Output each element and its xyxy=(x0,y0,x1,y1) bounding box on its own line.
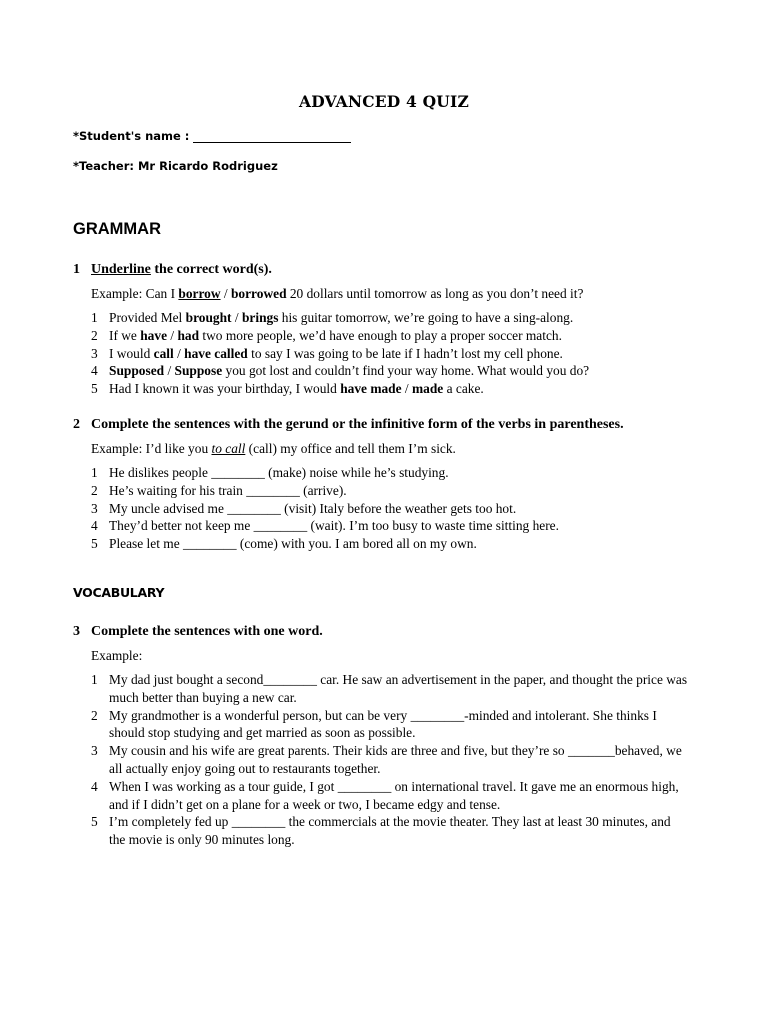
item-slash: / xyxy=(401,381,412,397)
example-option-b: borrowed xyxy=(230,286,287,301)
item-number: 4 xyxy=(91,363,98,379)
item-number: 5 xyxy=(91,814,98,830)
item-text: He dislikes people ________ (make) noise while he’s studying. xyxy=(109,465,449,480)
quiz-title: ADVANCED 4 QUIZ xyxy=(299,92,469,111)
list-item xyxy=(91,309,713,327)
example-slash: / xyxy=(220,286,231,301)
item-number: 5 xyxy=(91,536,98,552)
list-item[interactable] xyxy=(91,813,688,849)
question-1-instruction xyxy=(73,261,713,279)
item-text: My cousin and his wife are great parents. Their kids are three and five, but they’re so _______behaved, we all actually enjoy going out to restaurants together. xyxy=(109,743,682,776)
item-slash: / xyxy=(167,327,178,343)
question-2-items xyxy=(73,464,713,553)
item-number: 1 xyxy=(91,465,98,480)
list-item[interactable] xyxy=(91,671,688,707)
item-number: 1 xyxy=(91,310,98,325)
example-suffix: (call) my office and tell them I’m sick. xyxy=(245,441,456,456)
item-text-end: to say I was going to be late if I hadn’t lost my cell phone. xyxy=(247,345,563,361)
example-prefix: Example: I’d like you xyxy=(91,441,212,456)
question-number: 3 xyxy=(73,624,80,639)
example-answer: to call xyxy=(211,441,246,456)
list-item[interactable] xyxy=(91,517,713,535)
question-3 xyxy=(73,623,688,849)
item-text: He’s waiting for his train ________ (arrive). xyxy=(109,482,347,498)
instruction-underlined: Underline xyxy=(91,262,151,277)
item-option-b[interactable]: made xyxy=(412,381,444,397)
item-slash: / xyxy=(231,310,242,325)
item-text: When I was working as a tour guide, I got ________ on international travel. It gave me an enormous high, and if I didn’t get on a plane for a week or two, I became edgy and tense. xyxy=(109,778,679,812)
item-number: 3 xyxy=(91,743,98,759)
grammar-heading: GRAMMAR xyxy=(73,220,161,238)
item-text: My dad just bought a second________ car. He saw an advertisement in the paper, and thought the price was much better than buying a new car. xyxy=(109,672,688,705)
teacher-label: *Teacher: Mr Ricardo Rodriguez xyxy=(73,159,278,173)
question-1-items xyxy=(73,309,713,398)
list-item[interactable] xyxy=(91,778,688,814)
instruction-text: Complete the sentences with the gerund or the infinitive form of the verbs in parentheses. xyxy=(91,417,624,432)
item-number: 3 xyxy=(91,345,98,361)
question-3-example: Example: xyxy=(91,648,143,663)
item-option-a[interactable]: brought xyxy=(185,310,232,325)
question-1-example xyxy=(73,285,713,303)
item-text: My grandmother is a wonderful person, but can be very ________-minded and intolerant. She thinks I should stop studying and get married as soon as possible. xyxy=(109,707,657,741)
question-number: 1 xyxy=(73,262,80,277)
item-text-start: I would xyxy=(109,345,154,361)
student-name-row xyxy=(73,129,351,143)
item-number: 4 xyxy=(91,518,98,534)
question-3-instruction xyxy=(73,623,688,641)
list-item[interactable] xyxy=(91,707,688,743)
question-number: 2 xyxy=(73,417,80,432)
item-slash: / xyxy=(164,363,175,379)
list-item xyxy=(91,327,713,345)
list-item xyxy=(91,362,713,380)
list-item xyxy=(91,345,713,363)
question-2 xyxy=(73,416,713,553)
item-number: 2 xyxy=(91,482,98,498)
item-text: Please let me ________ (come) with you. I am bored all on my own. xyxy=(109,536,477,552)
student-name-label: *Student's name : xyxy=(73,129,190,143)
question-3-items xyxy=(73,671,688,849)
item-number: 3 xyxy=(91,500,98,516)
item-text: My uncle advised me ________ (visit) Italy before the weather gets too hot. xyxy=(109,500,517,516)
item-text: They’d better not keep me ________ (wait). I’m too busy to waste time sitting here. xyxy=(109,518,559,534)
question-1 xyxy=(73,261,713,398)
item-number: 2 xyxy=(91,327,98,343)
list-item[interactable] xyxy=(91,535,713,553)
question-2-instruction xyxy=(73,416,713,434)
item-number: 4 xyxy=(91,778,98,794)
item-text: I’m completely fed up ________ the commercials at the movie theater. They last at least 30 minutes, and the movie is only 90 minutes long. xyxy=(109,814,671,848)
question-2-example xyxy=(73,440,713,458)
list-item xyxy=(91,380,713,398)
item-text-start: If we xyxy=(109,327,141,343)
item-number: 5 xyxy=(91,381,98,397)
vocabulary-heading: VOCABULARY xyxy=(73,585,165,600)
item-text-end: you got lost and couldn’t find your way home. What would you do? xyxy=(222,363,590,379)
instruction-text: Complete the sentences with one word. xyxy=(91,624,323,639)
list-item[interactable] xyxy=(91,464,713,482)
list-item[interactable] xyxy=(91,500,713,518)
list-item[interactable] xyxy=(91,742,688,778)
example-option-a: borrow xyxy=(178,286,221,301)
item-option-a[interactable]: call xyxy=(153,345,174,361)
item-slash: / xyxy=(173,345,185,361)
student-name-blank xyxy=(193,130,351,143)
example-prefix: Example: Can I xyxy=(91,286,179,301)
item-option-b[interactable]: had xyxy=(177,327,200,343)
item-text-end: two more people, we’d have enough to play a proper soccer match. xyxy=(199,327,562,343)
item-text-start: Provided Mel xyxy=(109,310,186,325)
item-text-end: his guitar tomorrow, we’re going to have a sing-along. xyxy=(278,310,574,325)
item-option-a[interactable]: Supposed xyxy=(109,363,165,379)
item-number: 2 xyxy=(91,707,98,723)
item-option-b[interactable]: have called xyxy=(184,345,248,361)
item-text-start: Had I known it was your birthday, I would xyxy=(109,381,341,397)
example-suffix: 20 dollars until tomorrow as long as you don’t need it? xyxy=(286,286,584,301)
item-option-b[interactable]: Suppose xyxy=(174,363,223,379)
item-option-b[interactable]: brings xyxy=(241,310,279,325)
item-text-end: a cake. xyxy=(443,381,484,397)
item-option-a[interactable]: have xyxy=(140,327,168,343)
item-option-a[interactable]: have made xyxy=(340,381,402,397)
instruction-text: the correct word(s). xyxy=(150,262,272,277)
item-number: 1 xyxy=(91,672,98,687)
list-item[interactable] xyxy=(91,482,713,500)
